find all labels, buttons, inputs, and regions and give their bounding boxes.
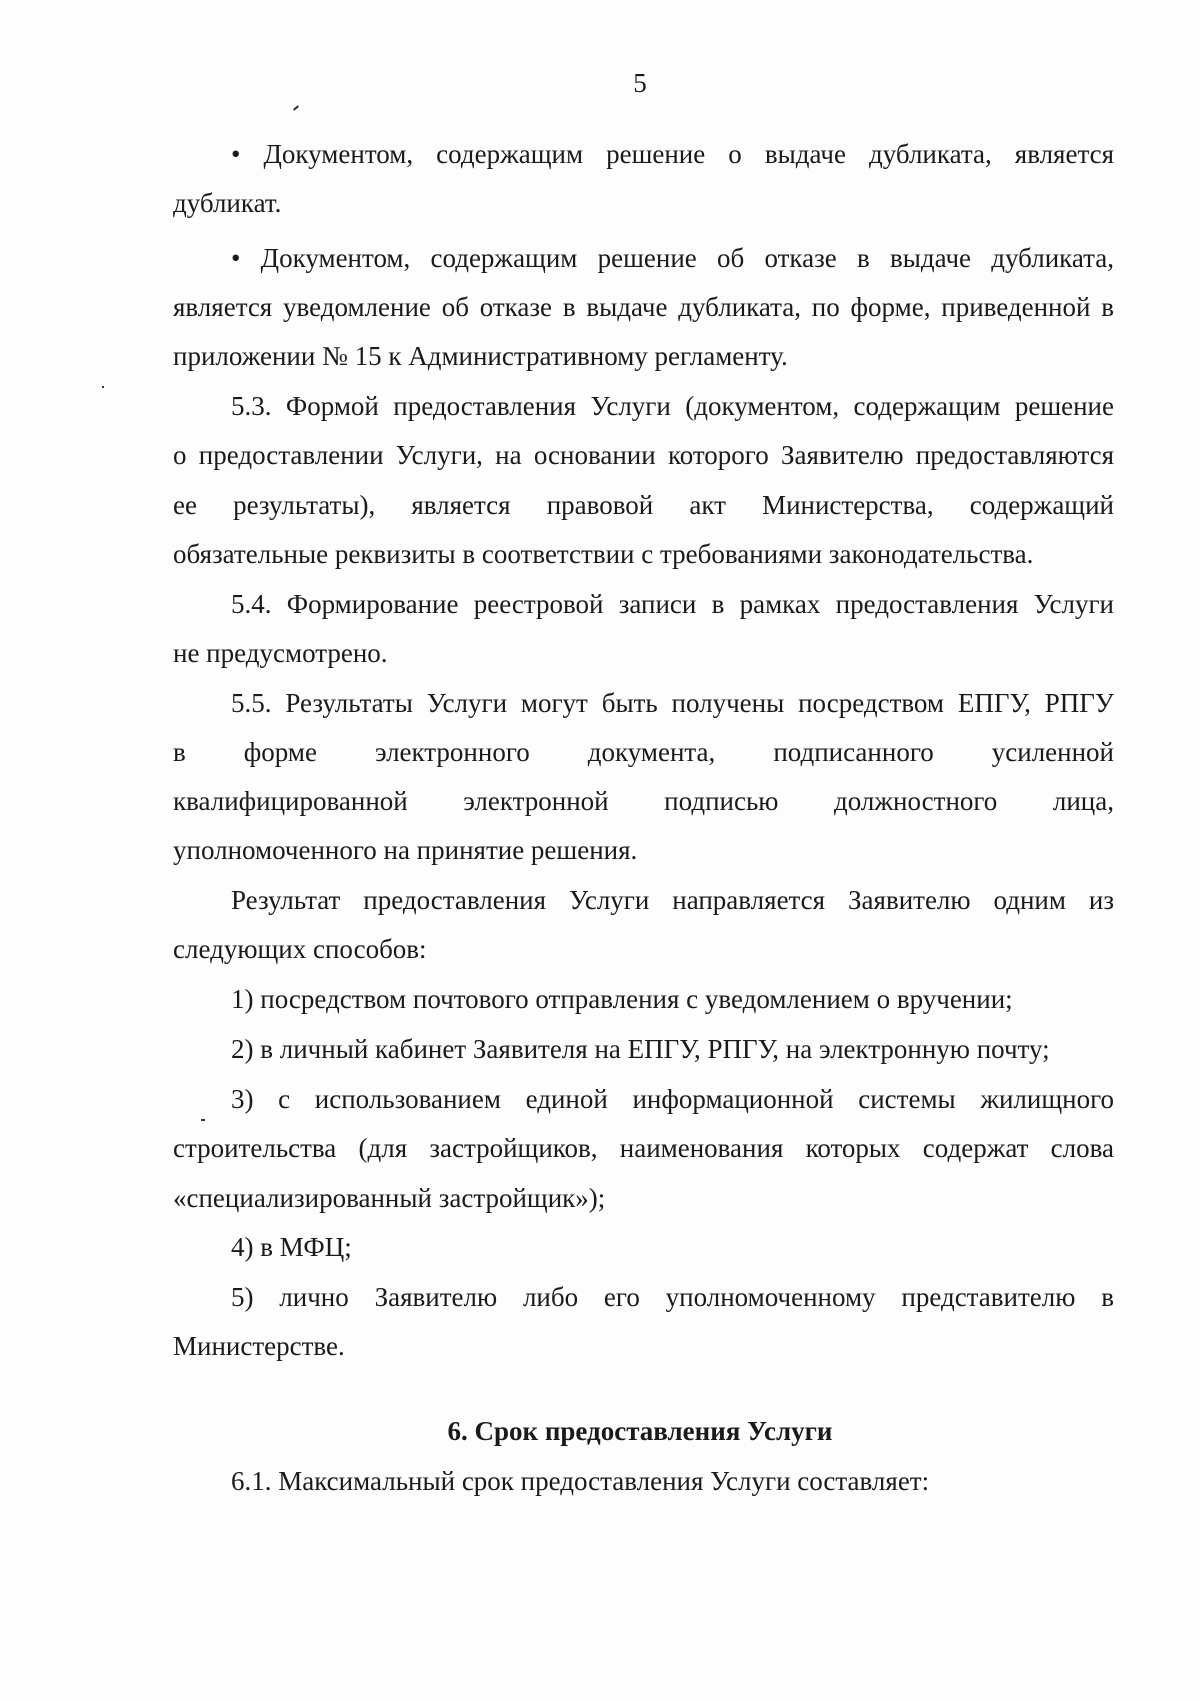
text-line: о предоставлении Услуги, на основании которого Заявителю предоставляются <box>173 440 1114 470</box>
text-line: уполномоченного на принятие решения. <box>173 835 638 865</box>
text-line: приложении № 15 к Административному регламенту. <box>173 341 788 371</box>
text-line: строительства (для застройщиков, наименования которых содержат слова <box>173 1133 1114 1163</box>
section-heading: 6. Срок предоставления Услуги <box>447 1416 833 1446</box>
text-line: 6.1. Максимальный срок предоставления Услуги составляет: <box>231 1466 930 1496</box>
text-line: • Документом, содержащим решение об отказе в выдаче дубликата, <box>231 243 1114 273</box>
text-line: в форме электронного документа, подписанного усиленной <box>173 737 1114 767</box>
scan-mark <box>102 386 104 388</box>
scan-mark <box>201 1119 205 1121</box>
text-line: 5.5. Результаты Услуги могут быть получены посредством ЕПГУ, РПГУ <box>231 688 1114 718</box>
scan-mark <box>293 105 299 110</box>
text-line: 3) с использованием единой информационной системы жилищного <box>231 1084 1114 1114</box>
text-line: обязательные реквизиты в соответствии с требованиями законодательства. <box>173 539 1034 569</box>
text-line: 1) посредством почтового отправления с уведомлением о вручении; <box>231 984 1013 1014</box>
text-line: дубликат. <box>173 188 282 218</box>
text-line: не предусмотрено. <box>173 638 388 668</box>
text-line: квалифицированной электронной подписью должностного лица, <box>173 786 1114 816</box>
text-line: является уведомление об отказе в выдаче дубликата, по форме, приведенной в <box>173 292 1114 322</box>
text-line: Результат предоставления Услуги направляется Заявителю одним из <box>231 885 1114 915</box>
text-line: «специализированный застройщик»); <box>173 1183 606 1213</box>
text-line: • Документом, содержащим решение о выдаче дубликата, является <box>231 139 1114 169</box>
text-line: 5.3. Формой предоставления Услуги (документом, содержащим решение <box>231 391 1114 421</box>
page-number: 5 <box>633 68 647 98</box>
text-line: следующих способов: <box>173 934 427 964</box>
text-line: Министерстве. <box>173 1331 345 1361</box>
text-line: 5.4. Формирование реестровой записи в рамках предоставления Услуги <box>231 589 1114 619</box>
text-line: 2) в личный кабинет Заявителя на ЕПГУ, РПГУ, на электронную почту; <box>231 1034 1050 1064</box>
text-line: 5) лично Заявителю либо его уполномоченному представителю в <box>231 1282 1114 1312</box>
text-line: ее результаты), является правовой акт Министерства, содержащий <box>173 490 1114 520</box>
text-line: 4) в МФЦ; <box>231 1232 352 1262</box>
